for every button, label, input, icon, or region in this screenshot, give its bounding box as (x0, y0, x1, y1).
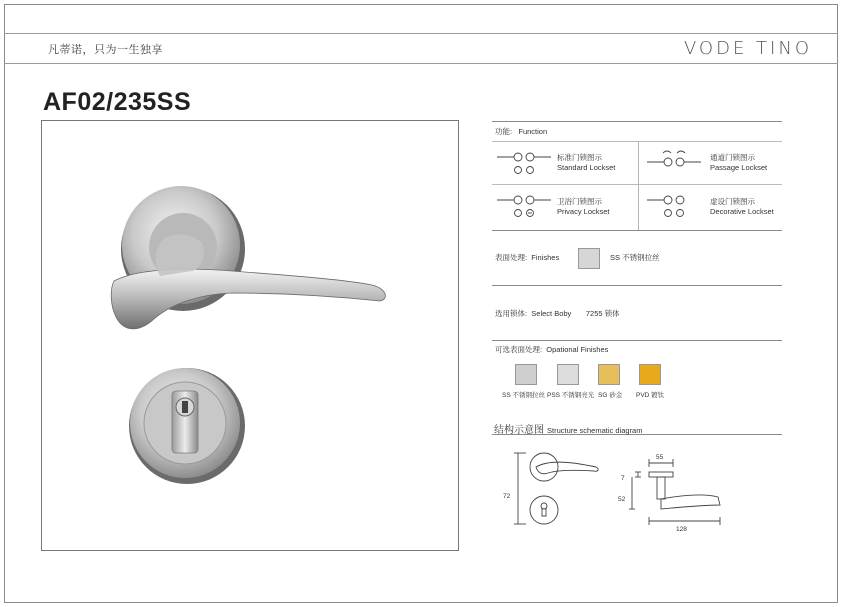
section-rule (492, 340, 782, 341)
section-rule (492, 184, 782, 185)
finishes-value: SS 不锈钢拉丝 (610, 253, 660, 262)
function-divider (638, 141, 639, 230)
passage-lockset-icon (645, 149, 705, 177)
section-rule (492, 121, 782, 122)
function-item-standard: 标准门锁图示 Standard Lockset (557, 153, 616, 172)
optional-swatch-ss (515, 364, 537, 385)
standard-lockset-icon (495, 149, 555, 177)
finishes-label: 表面处理: Finishes (495, 253, 560, 262)
dim-length: 128 (676, 526, 687, 533)
dim-height: 52 (618, 496, 626, 503)
optional-swatch-sg (598, 364, 620, 385)
decorative-lockset-icon (645, 192, 705, 220)
optional-finishes-label: 可选表面处理: Opational Finishes (495, 345, 609, 354)
optional-label-pvd: PVD 镀钛 (636, 392, 665, 399)
dim-gap: 7 (621, 475, 625, 482)
structure-diagram (498, 445, 788, 535)
header-bottom-rule (4, 63, 838, 64)
optional-swatch-pss (557, 364, 579, 385)
brand-logo: VODE TINO (683, 38, 812, 59)
section-rule (492, 285, 782, 286)
section-rule (492, 230, 782, 231)
privacy-lockset-icon (495, 192, 555, 220)
tagline: 凡蒂诺，只为一生独享 (48, 44, 163, 56)
select-body: 选用锁体: Select Boby 7255 锁体 (495, 309, 620, 318)
function-item-passage: 通道门锁图示 Passage Lockset (710, 153, 768, 172)
finish-swatch-ss (578, 248, 600, 269)
section-rule (492, 141, 782, 142)
model-number: AF02/235SS (43, 88, 192, 116)
structure-title: 结构示意图 Structure schematic diagram (494, 425, 643, 436)
optional-label-pss: PSS 不锈钢亮光 (547, 392, 595, 399)
function-item-decorative: 虚设门锁图示 Decorative Lockset (710, 197, 774, 216)
lever-handle-image (42, 121, 460, 552)
function-label: 功能: Function (495, 127, 548, 136)
optional-swatch-pvd (639, 364, 661, 385)
optional-label-sg: SG 砂金 (598, 392, 623, 399)
product-photo (41, 120, 459, 551)
function-item-privacy: 卫浴门锁图示 Privacy Lockset (557, 197, 610, 216)
dim-rose-top: 55 (656, 454, 664, 461)
header-top-rule (4, 33, 838, 34)
dim-rose-height: 72 (503, 493, 511, 500)
optional-label-ss: SS 不锈钢拉丝 (502, 392, 545, 399)
